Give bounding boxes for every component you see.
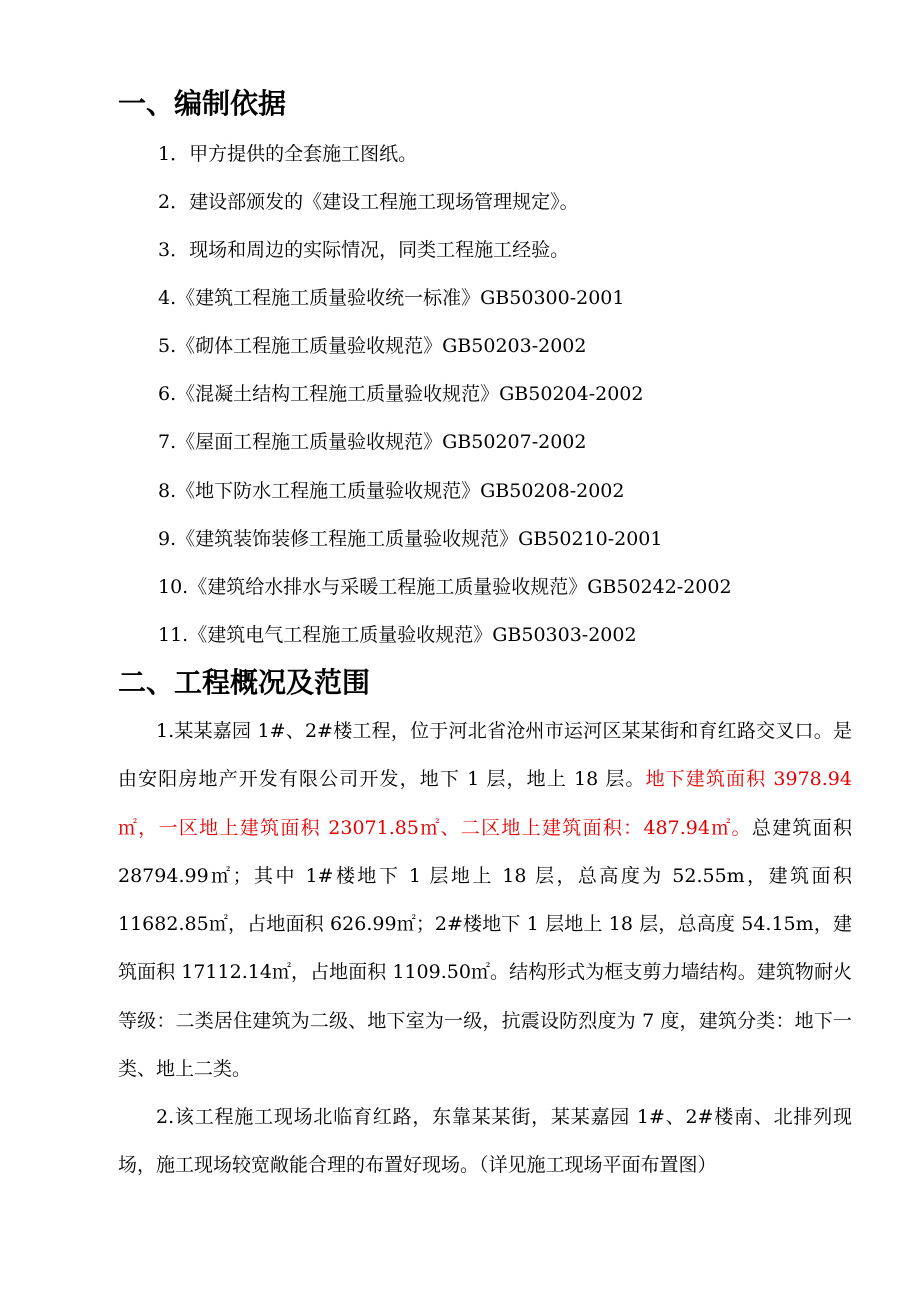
basis-item-2: 2．建设部颁发的《建设工程施工现场管理规定》。 <box>158 191 579 213</box>
basis-item-4: 4.《建筑工程施工质量验收统一标准》GB50300-2001 <box>158 287 625 309</box>
basis-item-6: 6.《混凝土结构工程施工质量验收规范》GB50204-2002 <box>158 383 644 405</box>
section-heading-basis: 一、编制依据 <box>118 87 287 120</box>
overview-text-part1: 1.某某嘉园 1#、2#楼工程，位于河北省沧州市运河区某某街和育红路交叉口。是由安阳房地产开发有限公司开发，地下 1 层，地上 18 层。 <box>118 720 852 791</box>
basis-item-11: 11.《建筑电气工程施工质量验收规范》GB50303-2002 <box>158 624 637 646</box>
basis-item-5: 5.《砌体工程施工质量验收规范》GB50203-2002 <box>158 335 587 357</box>
basis-item-3: 3．现场和周边的实际情况，同类工程施工经验。 <box>158 239 570 261</box>
overview-paragraph-2: 2.该工程施工现场北临育红路，东靠某某街，某某嘉园 1#、2#楼南、北排列现场，施工现场较宽敞能合理的布置好现场。（详见施工现场平面布置图） <box>118 1106 852 1177</box>
basis-item-8: 8.《地下防水工程施工质量验收规范》GB50208-2002 <box>158 480 625 502</box>
basis-item-7: 7.《屋面工程施工质量验收规范》GB50207-2002 <box>158 431 587 453</box>
basis-item-1: 1．甲方提供的全套施工图纸。 <box>158 143 418 165</box>
overview-highlight-area: 地下建筑面积 3978.94㎡，一区地上建筑面积 23071.85㎡、二区地上建筑面积：487.94㎡。 <box>118 768 852 839</box>
basis-item-10: 10.《建筑给水排水与采暖工程施工质量验收规范》GB50242-2002 <box>158 576 732 598</box>
overview-text-part2: 总建筑面积 28794.99㎡；其中 1#楼地下 1 层地上 18 层，总高度为 52.55m，建筑面积 11682.85㎡，占地面积 626.99㎡；2#楼地下 1 层地上 18 层，总高度 54.15m，建筑面积 17112.14㎡，占地面积 1109.50㎡。结构形式为框支剪力墙结构。建筑物耐火等级：二类居住建筑为二级、地下室为一级，抗震设防烈度为 7 度，建筑分类：地下一类、地上二类。 <box>118 816 852 1081</box>
basis-item-9: 9.《建筑装饰装修工程施工质量验收规范》GB50210-2001 <box>158 528 663 550</box>
overview-paragraph-1 <box>118 707 852 1093</box>
section-heading-overview: 二、工程概况及范围 <box>118 666 371 699</box>
